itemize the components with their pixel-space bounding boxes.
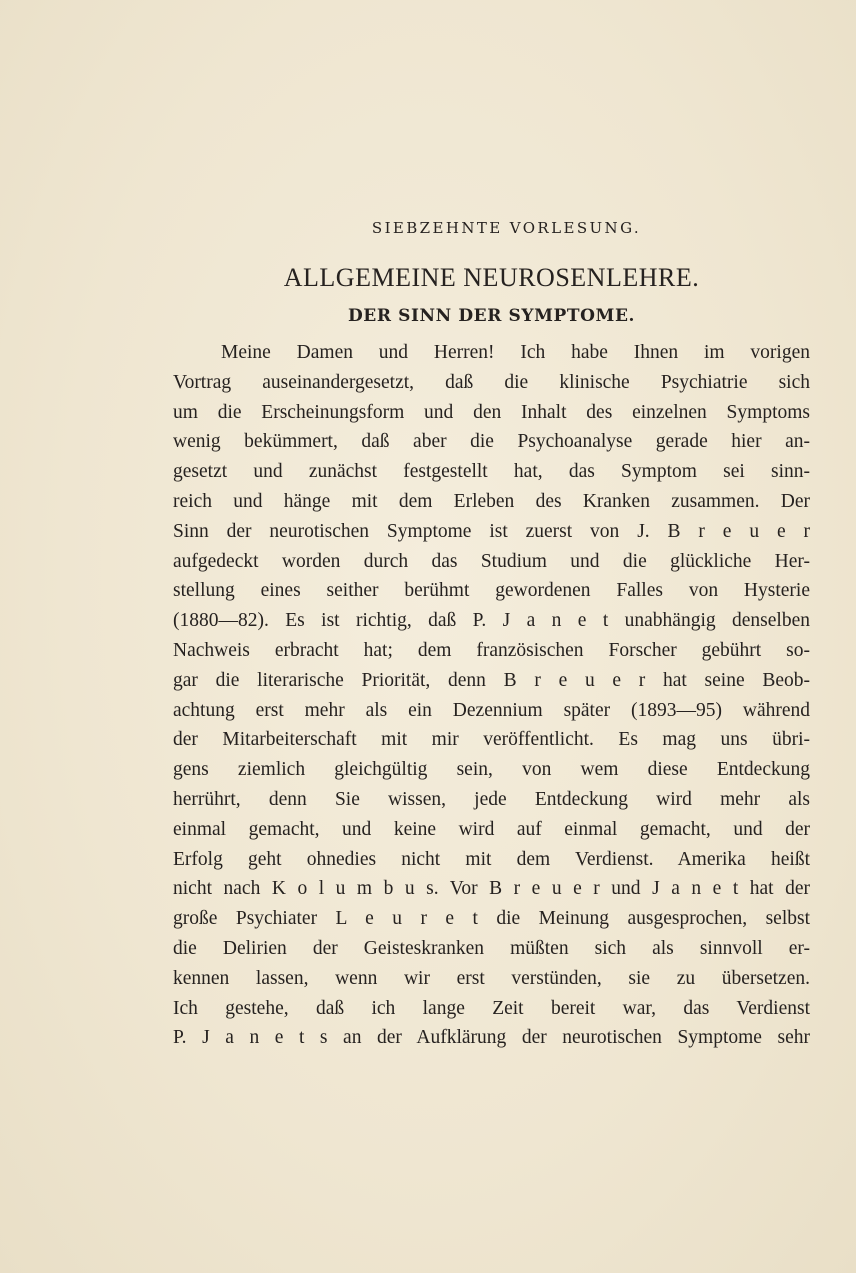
text-line: nicht nach K o l u m b u s. Vor B r e u e r und J a n e t hat der (173, 878, 810, 900)
text-line: Meine Damen und Herren! Ich habe Ihnen im vorigen (221, 342, 810, 363)
text-line: gesetzt und zunächst festgestellt hat, das Symptom sei sinn- (173, 461, 810, 483)
text-line: Nachweis erbracht hat; dem französischen Forscher gebührt so- (173, 639, 810, 661)
text-line: um die Erscheinungsform und den Inhalt des einzelnen Symptoms (173, 401, 810, 423)
text-line: Sinn der neurotischen Symptome ist zuerst von J. B r e u e r (173, 520, 810, 542)
chapter-title: ALLGEMEINE NEUROSENLEHRE. (283, 263, 700, 292)
chapter-heading: SIEBZEHNTE VORLESUNG. (371, 219, 642, 237)
text-line: Ich gestehe, daß ich lange Zeit bereit war, das Verdienst (173, 997, 810, 1019)
text-line: reich und hänge mit dem Erleben des Kranken zusammen. Der (173, 490, 810, 512)
text-line: Erfolg geht ohnedies nicht mit dem Verdienst. Amerika heißt (173, 848, 810, 870)
text-line: wenig bekümmert, daß aber die Psychoanalyse gerade hier an- (173, 431, 810, 453)
text-line: gens ziemlich gleichgültig sein, von wem diese Entdeckung (173, 759, 810, 781)
text-line: (1880—82). Es ist richtig, daß P. J a n e t unabhängig denselben (173, 610, 810, 632)
text-line: kennen lassen, wenn wir erst verstünden, sie zu übersetzen. (173, 967, 810, 989)
chapter-subtitle: DER SINN DER SYMPTOME. (347, 306, 636, 326)
text-line: die Delirien der Geisteskranken müßten sich als sinnvoll er- (173, 937, 810, 959)
text-line: P. J a n e t s an der Aufklärung der neurotischen Symptome sehr (173, 1027, 810, 1049)
text-line: achtung erst mehr als ein Dezennium später (1893—95) während (173, 699, 810, 721)
text-line: aufgedeckt worden durch das Studium und die glückliche Her- (173, 550, 810, 572)
text-line: gar die literarische Priorität, denn B r e u e r hat seine Beob- (173, 669, 810, 691)
text-line: einmal gemacht, und keine wird auf einmal gemacht, und der (173, 818, 810, 840)
text-line: große Psychiater L e u r e t die Meinung ausgesprochen, selbst (173, 908, 810, 930)
text-line: stellung eines seither berühmt gewordenen Falles von Hysterie (173, 580, 810, 602)
paragraph (173, 338, 810, 1053)
text-line: herrührt, denn Sie wissen, jede Entdeckung wird mehr als (173, 788, 810, 810)
text-line: der Mitarbeiterschaft mit mir veröffentlicht. Es mag uns übri- (173, 729, 810, 751)
text-line: Vortrag auseinandergesetzt, daß die klinische Psychiatrie sich (173, 371, 810, 393)
text-block (173, 214, 810, 1053)
